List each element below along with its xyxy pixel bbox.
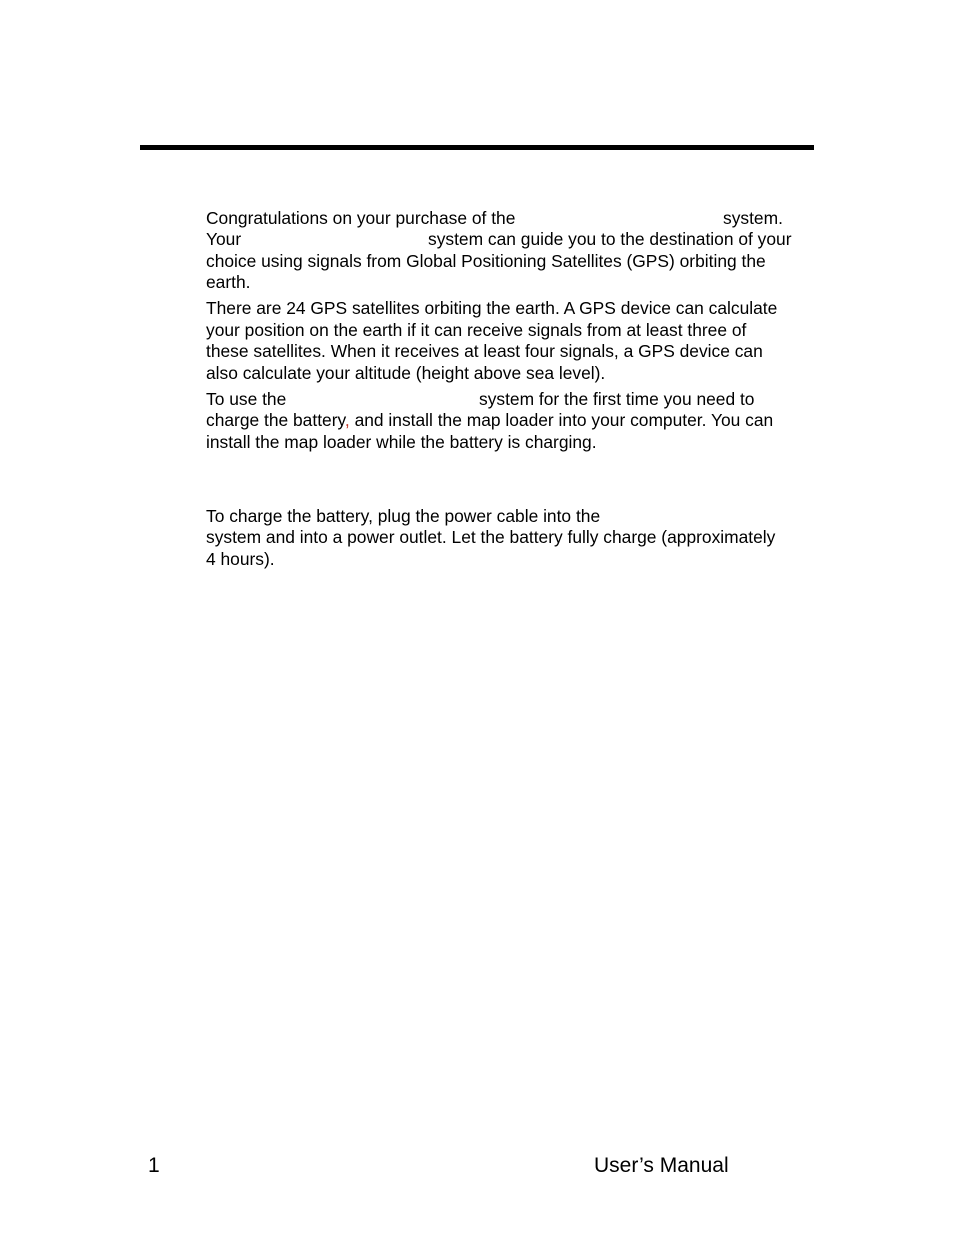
intro-p1-line-4 bbox=[206, 272, 250, 293]
intro-text: choice using signals from Global Positioning Satellites (GPS) orbiting the bbox=[206, 251, 766, 271]
header-rule bbox=[140, 145, 814, 150]
charging-line-3 bbox=[206, 549, 275, 570]
intro-p1-line-2-start bbox=[206, 229, 241, 250]
intro-text: your position on the earth if it can receive signals from at least three of bbox=[206, 320, 747, 340]
intro-p2-line-3 bbox=[206, 341, 763, 362]
charging-line-2 bbox=[206, 527, 775, 548]
intro-p3-line-1-start bbox=[206, 389, 286, 410]
intro-p2-line-4 bbox=[206, 363, 605, 384]
intro-p3-line-1-end bbox=[479, 389, 754, 410]
intro-p2-line-1 bbox=[206, 298, 777, 319]
intro-text: system can guide you to the destination of your bbox=[428, 229, 792, 249]
intro-p1-line-1-end bbox=[723, 208, 783, 229]
intro-p1-line-3 bbox=[206, 251, 766, 272]
intro-text: earth. bbox=[206, 272, 251, 292]
page-number: 1 bbox=[148, 1154, 160, 1177]
intro-text: charge the battery bbox=[206, 410, 345, 430]
charging-text: 4 hours). bbox=[206, 549, 275, 569]
intro-p2-line-2 bbox=[206, 320, 746, 341]
intro-text: system. bbox=[723, 208, 783, 228]
intro-text: and install the map loader into your computer. You can bbox=[349, 410, 774, 430]
intro-text: There are 24 GPS satellites orbiting the earth. A GPS device can calculate bbox=[206, 298, 778, 318]
intro-text: also calculate your altitude (height above sea level). bbox=[206, 363, 606, 383]
charging-line-1 bbox=[206, 506, 600, 527]
intro-text: To use the bbox=[206, 389, 287, 409]
intro-p3-line-2 bbox=[206, 410, 773, 431]
intro-text: these satellites. When it receives at least four signals, a GPS device can bbox=[206, 341, 763, 361]
intro-p1-line-1 bbox=[206, 208, 515, 229]
intro-p1-line-2-end bbox=[428, 229, 792, 250]
intro-text: system for the first time you need to bbox=[479, 389, 755, 409]
intro-p3-line-3 bbox=[206, 432, 597, 453]
intro-text: install the map loader while the battery is charging. bbox=[206, 432, 597, 452]
manual-title: User’s Manual bbox=[594, 1154, 729, 1177]
intro-text: Congratulations on your purchase of the bbox=[206, 208, 516, 228]
red-comma: , bbox=[344, 410, 350, 430]
charging-text: To charge the battery, plug the power cable into the bbox=[206, 506, 601, 526]
charging-text: system and into a power outlet. Let the battery fully charge (approximately bbox=[206, 527, 776, 547]
intro-text: Your bbox=[206, 229, 242, 249]
